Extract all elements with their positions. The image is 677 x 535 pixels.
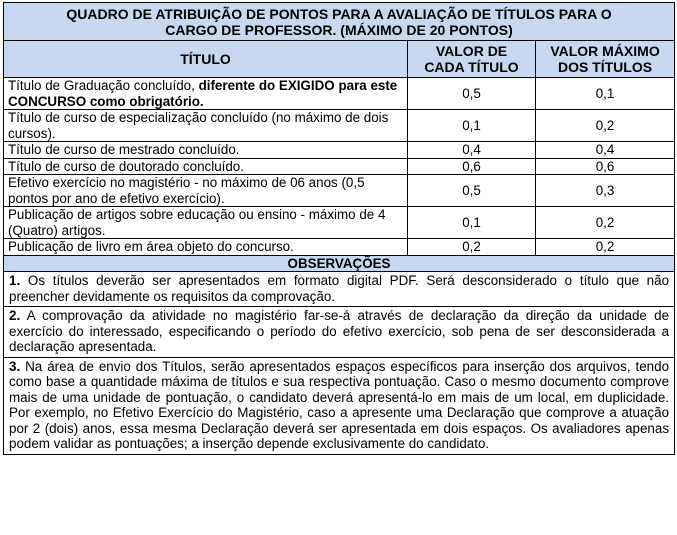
table-row <box>4 78 675 110</box>
column-header-valor-cada: VALOR DE CADA TÍTULO <box>408 41 536 78</box>
column-header-valor-maximo: VALOR MÁXIMO DOS TÍTULOS <box>536 41 675 78</box>
observacao-row <box>4 307 675 358</box>
table-row <box>4 175 675 207</box>
row-title: Título de curso de mestrado concluído. <box>4 142 408 159</box>
column-header-titulo: TÍTULO <box>4 41 408 78</box>
row-value-max: 0,2 <box>536 239 675 256</box>
row-value-each: 0,6 <box>408 158 536 175</box>
row-value-each: 0,4 <box>408 142 536 159</box>
table-row <box>4 110 675 142</box>
table-row <box>4 158 675 175</box>
table-title-line1: QUADRO DE ATRIBUIÇÃO DE PONTOS PARA A AVALIAÇÃO DE TÍTULOS PARA O <box>66 6 612 22</box>
observacao-row <box>4 272 675 307</box>
row-title: Publicação de artigos sobre educação ou ensino - máximo de 4 (Quatro) artigos. <box>4 207 408 239</box>
observacoes-header-row <box>4 255 675 272</box>
table-title-line2: CARGO DE PROFESSOR. (MÁXIMO DE 20 PONTOS) <box>165 22 513 38</box>
row-value-max: 0,2 <box>536 110 675 142</box>
row-title: Título de Graduação concluído, diferente do EXIGIDO para este CONCURSO como obrigatório. <box>4 78 408 110</box>
row-value-each: 0,5 <box>408 175 536 207</box>
row-value-each: 0,1 <box>408 207 536 239</box>
row-title: Título de curso de doutorado concluído. <box>4 158 408 175</box>
observacao-item: 2. A comprovação da atividade no magistério far-se-á através de declaração da direção da unidade de exercício do interessado, especificando o período do efetivo exercício, sob pena de ser desconsiderada a declaração apresentada. <box>4 307 675 358</box>
row-value-each: 0,5 <box>408 78 536 110</box>
observacao-row <box>4 357 675 454</box>
row-value-each: 0,1 <box>408 110 536 142</box>
row-title: Publicação de livro em área objeto do concurso. <box>4 239 408 256</box>
observacoes-header: OBSERVAÇÕES <box>4 255 675 272</box>
row-value-max: 0,2 <box>536 207 675 239</box>
row-value-max: 0,1 <box>536 78 675 110</box>
observacao-item: 3. Na área de envio dos Títulos, serão apresentados espaços específicos para inserção dos arquivos, tendo como base a quantidade máxima de títulos e sua respectiva pontuação. Caso o mesmo documento comprove mais de uma unidade de pontuação, o candidato deverá apresentá-lo em mais de um local, em duplicidade. Por exemplo, no Efetivo Exercício do Magistério, caso a apresente uma Declaração que comprove a atuação por 2 (dois) anos, essa mesma Declaração deverá ser apresentada em dois espaços. Os avaliadores apenas podem validar as pontuações; a inserção depende exclusivamente do candidato. <box>4 357 675 454</box>
row-value-max: 0,4 <box>536 142 675 159</box>
table-row <box>4 142 675 159</box>
row-value-max: 0,3 <box>536 175 675 207</box>
table-title-row <box>4 3 675 41</box>
table-row <box>4 207 675 239</box>
column-header-row <box>4 41 675 78</box>
titles-score-table <box>3 2 675 455</box>
row-title: Título de curso de especialização concluído (no máximo de dois cursos). <box>4 110 408 142</box>
row-value-max: 0,6 <box>536 158 675 175</box>
table-row <box>4 239 675 256</box>
row-value-each: 0,2 <box>408 239 536 256</box>
row-title: Efetivo exercício no magistério - no máximo de 06 anos (0,5 pontos por ano de efetivo exercício). <box>4 175 408 207</box>
table-title <box>4 3 675 41</box>
observacao-item: 1. Os títulos deverão ser apresentados em formato digital PDF. Será desconsiderado o título que não preencher devidamente os requisitos da comprovação. <box>4 272 675 307</box>
